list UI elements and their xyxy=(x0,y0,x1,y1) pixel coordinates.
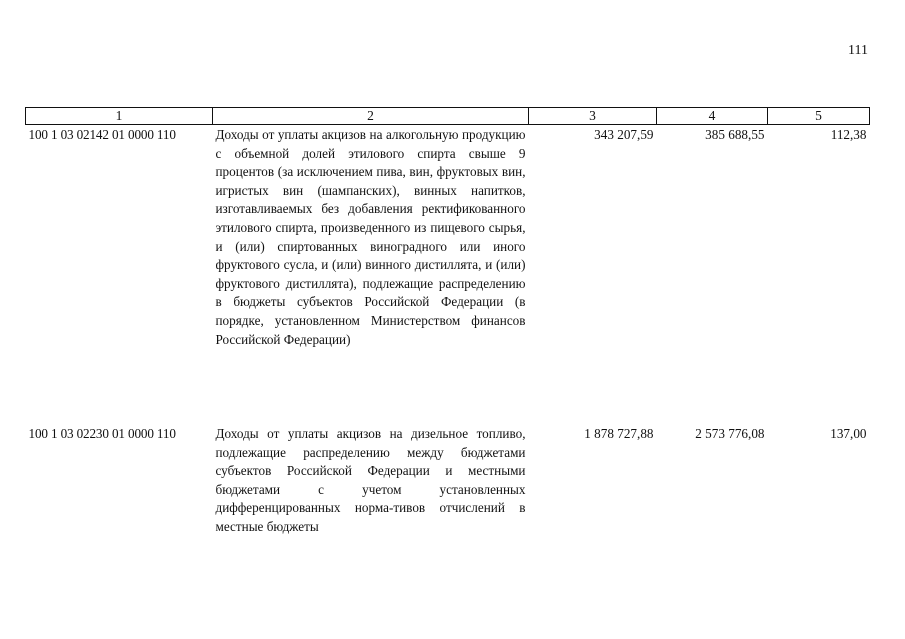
budget-revenue-table xyxy=(25,107,870,545)
value-col4-cell: 2 573 776,08 xyxy=(695,426,765,441)
column-header-2: 2 xyxy=(213,108,529,125)
value-col5-cell: 137,00 xyxy=(830,426,867,441)
column-header-3: 3 xyxy=(529,108,657,125)
table-row xyxy=(26,424,870,545)
value-col3-cell: 343 207,59 xyxy=(594,127,654,142)
description-cell: Доходы от уплаты акцизов на алкогольную продукцию с объемной долей этилового спирта свыше 9 процентов (за исключением пива, вин, фруктовых вин, игристых вин (шампанских), винных напитков, изготавливаемых без добавления ректификованного этилового спирта, произведенного из пищевого сырья, и (или) спиртованных виноградного или иного фруктового сусла, и (или) винного дистиллята, и (или) фруктового дистиллята), подлежащие распределению в бюджеты субъектов Российской Федерации (в порядке, установленном Министерством финансов Российской Федерации) xyxy=(215,127,526,347)
table-row xyxy=(26,125,870,425)
description-cell: Доходы от уплаты акцизов на дизельное топливо, подлежащие распределению между бюджетами субъектов Российской Федерации и местными бюджетами с учетом установленных дифференцированных норма-тивов отчислений в местные бюджеты xyxy=(215,426,526,534)
column-header-4: 4 xyxy=(657,108,768,125)
value-col4-cell: 385 688,55 xyxy=(705,127,765,142)
page-number: 111 xyxy=(848,43,868,58)
table-header-row xyxy=(26,108,870,125)
column-header-5: 5 xyxy=(768,108,870,125)
value-col3-cell: 1 878 727,88 xyxy=(584,426,654,441)
budget-code-cell: 100 1 03 02230 01 0000 110 xyxy=(28,426,176,441)
column-header-1: 1 xyxy=(26,108,213,125)
value-col5-cell: 112,38 xyxy=(830,127,867,142)
budget-code-cell: 100 1 03 02142 01 0000 110 xyxy=(28,127,176,142)
